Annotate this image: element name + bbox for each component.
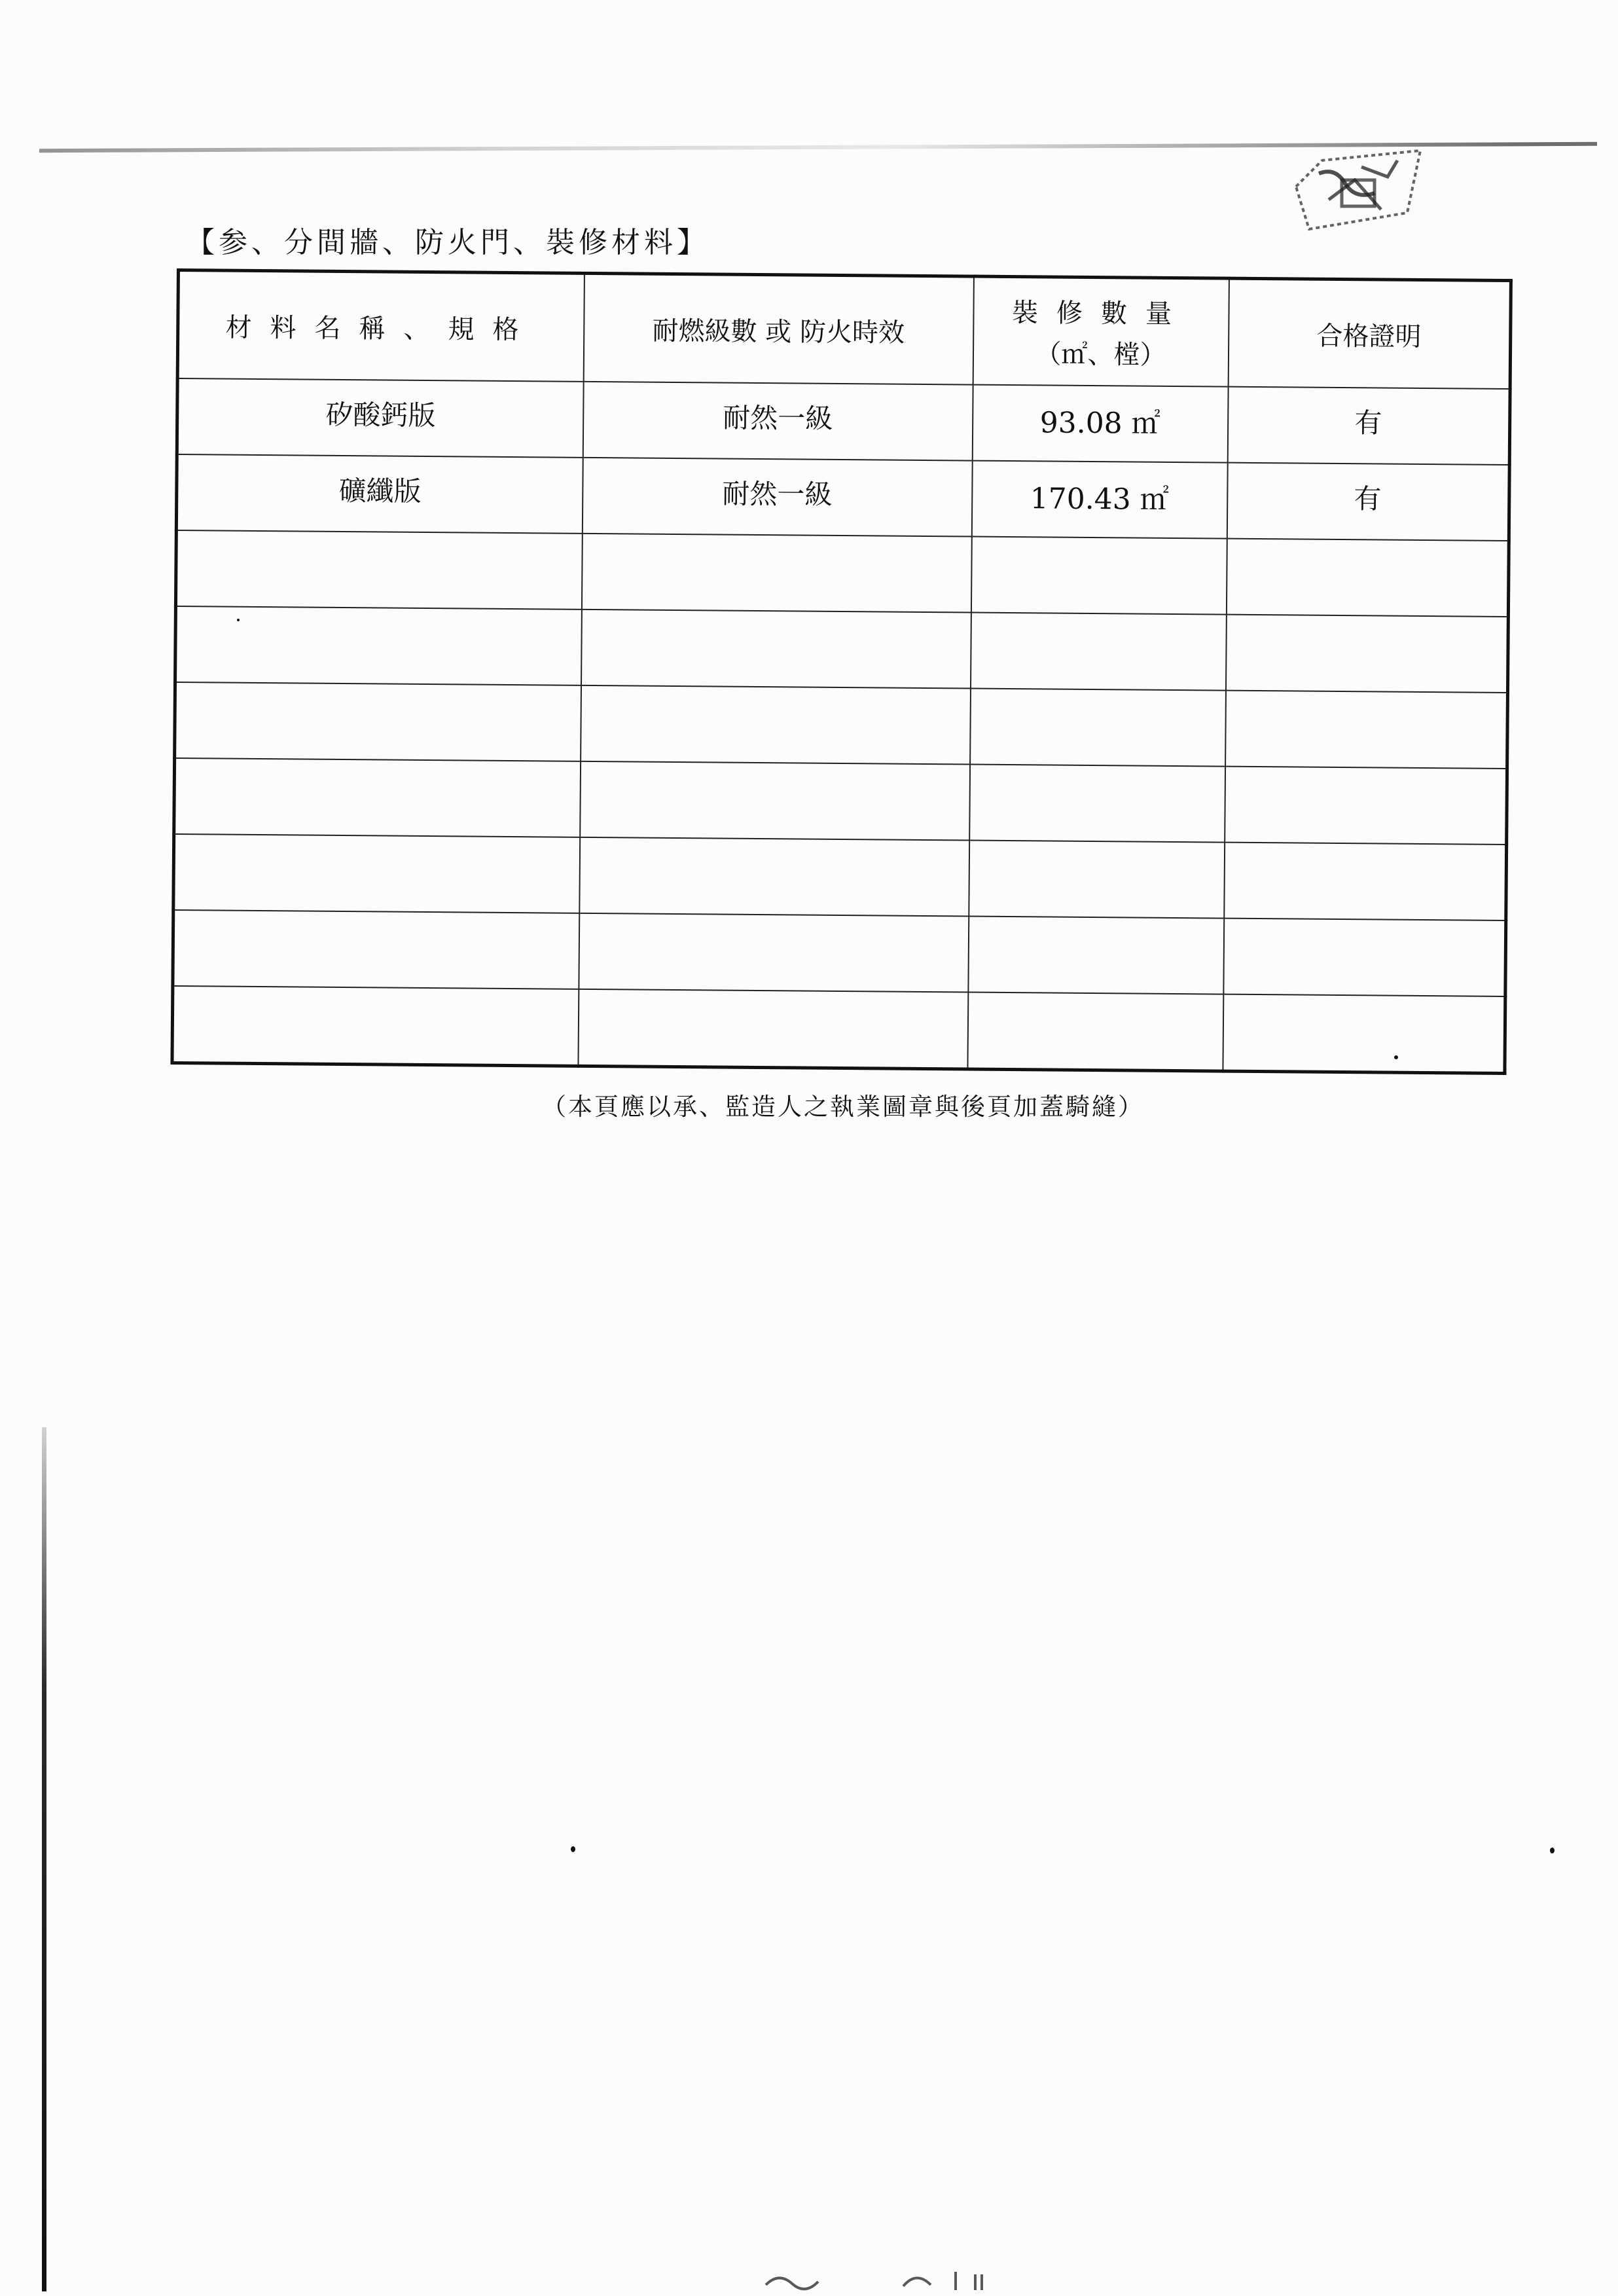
cell-quantity xyxy=(969,841,1225,919)
cell-quantity xyxy=(968,917,1224,994)
table-row xyxy=(174,758,1507,845)
cell-fire-rating xyxy=(581,534,971,613)
cell-certificate xyxy=(1224,843,1507,920)
cell-quantity xyxy=(969,765,1225,843)
cell-quantity: 170.43 ㎡ xyxy=(971,461,1227,539)
cell-quantity xyxy=(967,993,1223,1072)
section-title: 【参、分間牆、防火門、裝修材料】 xyxy=(186,226,710,259)
table-row xyxy=(175,606,1509,693)
cell-quantity xyxy=(970,689,1226,767)
cell-quantity xyxy=(971,537,1227,615)
cell-fire-rating xyxy=(580,761,970,841)
cell-certificate xyxy=(1225,767,1507,845)
cell-material xyxy=(175,606,582,685)
materials-table xyxy=(170,268,1512,1075)
cell-certificate xyxy=(1225,615,1508,693)
cell-material xyxy=(175,530,582,610)
seal-stamp xyxy=(1283,147,1433,232)
scan-bottom-artifact xyxy=(759,2265,1034,2291)
cell-certificate xyxy=(1223,994,1505,1074)
scan-speck xyxy=(1394,1055,1398,1059)
header-quantity xyxy=(973,276,1229,387)
table-header-row xyxy=(177,270,1511,389)
table-row xyxy=(172,986,1505,1073)
cell-material xyxy=(174,758,581,837)
scan-speck xyxy=(1550,1848,1555,1853)
table-row xyxy=(173,834,1507,920)
table-row xyxy=(175,682,1508,769)
header-quantity-label: 裝修數量 xyxy=(1011,298,1191,330)
scan-speck xyxy=(237,619,240,621)
cell-material xyxy=(172,986,579,1066)
table-row xyxy=(176,454,1509,541)
cell-fire-rating xyxy=(578,989,968,1069)
table-row xyxy=(177,378,1510,465)
cell-certificate xyxy=(1225,691,1508,769)
cell-fire-rating: 耐然一級 xyxy=(582,458,972,537)
cell-fire-rating: 耐然一級 xyxy=(583,382,973,461)
page-footnote: （本頁應以承、監造人之執業圖章與後頁加蓋騎縫） xyxy=(542,1093,1144,1121)
cell-fire-rating xyxy=(581,685,971,765)
header-fire-rating: 耐燃級數 或 防火時效 xyxy=(583,273,973,384)
scan-speck xyxy=(571,1846,575,1852)
header-material: 材料名稱、規格 xyxy=(177,270,584,382)
table-row xyxy=(173,910,1506,996)
cell-certificate: 有 xyxy=(1227,463,1509,541)
cell-quantity xyxy=(970,613,1226,691)
header-quantity-unit: （㎡、樘） xyxy=(1035,339,1166,371)
header-certificate: 合格證明 xyxy=(1228,278,1511,389)
table-row xyxy=(175,530,1509,617)
cell-material: 矽酸鈣版 xyxy=(177,378,583,458)
cell-fire-rating xyxy=(579,913,969,993)
cell-material xyxy=(173,910,579,989)
cell-certificate xyxy=(1223,919,1506,996)
cell-quantity: 93.08 ㎡ xyxy=(972,385,1228,463)
cell-fire-rating xyxy=(579,837,969,917)
cell-material xyxy=(175,682,581,761)
cell-fire-rating xyxy=(581,610,971,689)
scan-edge-shadow xyxy=(42,1427,46,2291)
materials-table-wrapper xyxy=(170,268,1518,1071)
cell-certificate xyxy=(1226,539,1509,617)
cell-material: 礦纖版 xyxy=(176,454,583,534)
cell-certificate: 有 xyxy=(1227,387,1510,465)
cell-material xyxy=(173,834,580,913)
